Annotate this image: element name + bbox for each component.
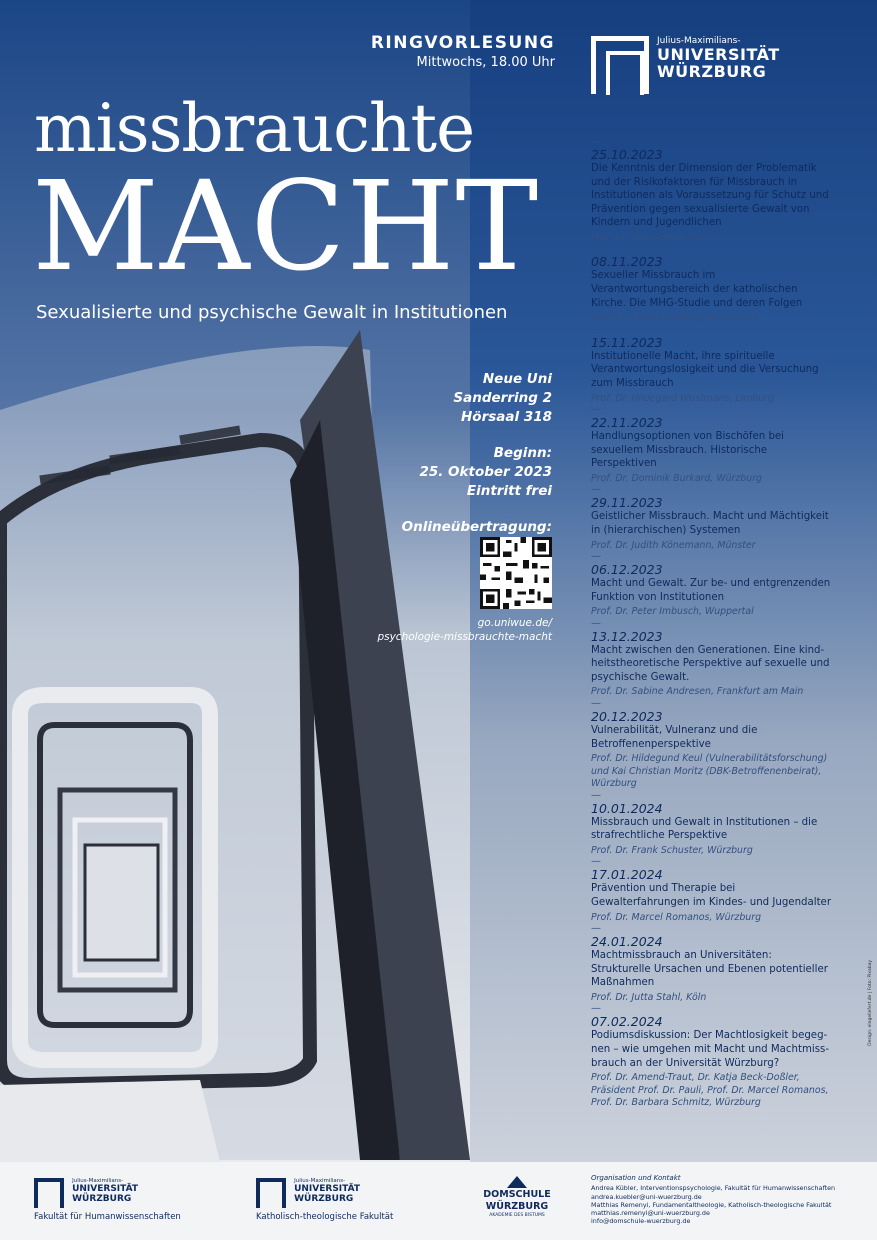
lecture-date: 15.11.2023 [591,334,663,350]
logo-line2: WÜRZBURG [657,62,767,81]
contact-line: Andrea Kübler, Interventionspsychologie, Fakultät für Humanwissenschaften [591,1184,836,1193]
contact-block [591,1174,861,1226]
lecture-item [591,857,831,924]
contact-line: Matthias Remenyi, Fundamentaltheologie, Katholisch-theologische Fakultät [591,1200,832,1209]
lecture-dash: — [591,617,601,629]
footer-logo-humanwissenschaften [34,1178,181,1222]
lecture-speaker: Prof. Dr. Harald Dreßing, Mannheim [591,312,758,324]
footer-logo1-line2: WÜRZBURG [72,1194,132,1204]
lecture-date: 10.01.2024 [591,800,663,816]
lecture-title: Podiumsdiskussion: Der Machtlosigkeit begeg-nen – wie umgehen mit Macht und Machtmiss-brauch an der Universität Würzburg? [591,1030,830,1069]
lecture-title: Sexueller Missbrauch im Verantwortungsbereich der katholischen Kirche. Die MHG-Studie und deren Folgen [591,270,803,309]
university-mark-icon [34,1178,64,1208]
footer-logo2-small: Julius-Maximilians- [294,1178,346,1184]
lecture-item [591,485,831,552]
contact-email[interactable]: info@domschule-wuerzburg.de [591,1217,691,1226]
lecture-dash: — [591,243,601,255]
lecture-speaker: Prof. Dr. Judith Könemann, Münster [591,539,756,551]
lecture-date: 07.02.2024 [591,1014,663,1030]
lecture-dash: — [591,551,601,562]
contact-email[interactable]: andrea.kuebler@uni-wuerzburg.de [591,1192,702,1201]
lecture-dash: — [591,136,601,147]
footer-logo2-line2: WÜRZBURG [294,1194,354,1204]
logo-line1: UNIVERSITÄT [657,45,780,64]
design-credit: Design: eingeliefert.de | Foto: Pixabay [868,960,873,1046]
lecture-title: Machtmissbrauch an Universitäten: Strukturelle Ursachen und Ebenen potentieller Maßnahmen [591,950,828,989]
contact-email[interactable]: matthias.remenyi@uni-wuerzburg.de [591,1209,710,1218]
lecture-date: 13.12.2023 [591,628,663,644]
lecture-title: Vulnerabilität, Vulneranz und die Betroffenenperspektive [591,724,758,750]
lecture-speaker: Prof. Dr. Hildegard Wustmans, Limburg [591,392,775,404]
lecture-speaker: Prof. Dr. Peter Imbusch, Wuppertal [591,606,754,618]
lecture-title: Prävention und Therapie bei Gewalterfahrungen im Kindes- und Jugendalter [591,883,832,908]
lecture-date: 25.10.2023 [591,147,663,162]
lecture-date: 06.12.2023 [591,562,663,577]
lecture-item [591,924,831,1004]
lecture-speaker: Prof. Dr. Dominik Burkard, Würzburg [591,472,763,484]
lecture-dash: — [591,697,601,709]
lecture-date: 29.11.2023 [591,495,663,511]
entry-note: Eintritt frei [466,483,552,499]
lecture-dash: — [591,856,601,868]
lecture-title: Die Kenntnis der Dimension der Problematik und der Risikofaktoren für Missbrauch in Institutionen als Voraussetzung für Schutz und Prävention gegen sexualisierte Gewalt von Kindern und Jugendlichen [591,163,829,229]
title-line-1: missbrauchte [34,90,475,167]
qr-code[interactable] [480,537,552,609]
lecture-title: Institutionelle Macht, ihre spirituelle Verantwortungslosigkeit und die Versuchung zum Missbrauch [591,350,819,389]
domschule-line1: DOMSCHULE [483,1189,551,1200]
lecture-item [591,137,831,244]
lecture-schedule [591,137,831,1110]
university-mark-icon [256,1178,286,1208]
venue-street: Sanderring 2 [453,390,552,406]
lecture-date: 08.11.2023 [591,254,663,270]
contact-heading: Organisation und Kontakt [591,1174,681,1182]
footer-logo1-small: Julius-Maximilians- [72,1178,124,1184]
footer-logo1-line1: UNIVERSITÄT [72,1184,139,1194]
schedule-time: Mittwochs, 18.00 Uhr [416,55,555,70]
lecture-title: Macht zwischen den Generationen. Eine kind-heitstheoretische Perspektive auf sexuelle und psychische Gewalt. [591,644,830,683]
stream-url[interactable] [377,616,552,644]
dome-roof-icon [507,1176,527,1188]
lecture-speaker: Prof. Dr. Jutta Stahl, Köln [591,991,707,1003]
lecture-item [591,791,831,858]
lecture-speaker: Prof. Dr. Marcel Romanos, Würzburg [591,911,762,923]
lecture-date: 17.01.2024 [591,867,663,883]
lecture-title: Missbrauch und Gewalt in Institutionen – die strafrechtliche Perspektive [591,816,818,842]
lecture-item [591,552,831,619]
university-logo [591,36,780,94]
domschule-line2: WÜRZBURG [485,1201,549,1212]
lecture-item [591,325,831,405]
lecture-dash: — [591,789,601,801]
lecture-speaker: Prof. Dr. Sabine Andresen, Frankfurt am Main [591,686,804,698]
lecture-speaker: Prof. Dr. Frank Schuster, Würzburg [591,844,753,856]
lecture-item [591,619,831,699]
footer-logo-theologie [256,1178,393,1222]
lecture-dash: — [591,323,601,335]
lecture-title: Macht und Gewalt. Zur be- und entgrenzenden Funktion von Institutionen [591,578,831,603]
series-header [371,33,555,70]
venue-building: Neue Uni [482,371,552,387]
venue-room: Hörsaal 318 [461,409,552,425]
lecture-speaker: Prof. Dr. Hildegund Keul (Vulnerabilitätsforschung) und Kai Christian Moritz (DBK-Betroffenenbeirat), Würzburg [591,753,828,790]
lecture-date: 20.12.2023 [591,708,663,724]
footer-logo1-faculty: Fakultät für Humanwissenschaften [34,1212,181,1222]
lecture-dash: — [591,923,601,935]
lecture-dash: — [591,404,601,416]
footer-logo2-faculty: Katholisch-theologische Fakultät [256,1212,394,1222]
lecture-speaker: Prof. Dr. Jörg Fegert, Ulm [591,231,708,243]
lecture-speaker: Prof. Dr. Amend-Traut, Dr. Katja Beck-Doßler, Präsident Prof. Dr. Pauli, Prof. Dr. Marcel Romanos, Prof. Dr. Barbara Schmitz, Würzburg [591,1072,829,1109]
domschule-logo [482,1176,552,1218]
title-line-2: MACHT [32,155,540,299]
start-label: Beginn: [493,445,552,461]
lecture-item [591,405,831,485]
lecture-date: 22.11.2023 [591,415,663,431]
lecture-item [591,244,831,324]
lecture-dash: — [591,1003,601,1015]
subtitle: Sexualisierte und psychische Gewalt in Institutionen [36,302,508,323]
footer-logo2-line1: UNIVERSITÄT [294,1184,361,1194]
lecture-date: 24.01.2024 [591,934,663,950]
footer [0,1162,877,1240]
url-line2: psychologie-missbrauchte-macht [377,631,552,643]
lecture-title: Handlungsoptionen von Bischöfen bei sexuellem Missbrauch. Historische Perspektiven [591,431,785,470]
lecture-item [591,1004,831,1109]
university-mark-icon [591,36,649,94]
lecture-dash: — [591,484,601,496]
start-date: 25. Oktober 2023 [419,464,552,480]
domschule-sub: AKADEMIE DES BISTUMS [489,1213,545,1218]
online-label: Onlineübertragung: [401,519,552,535]
venue-info [402,370,552,537]
logo-small-text: Julius-Maximilians- [657,36,741,46]
lecture-title: Geistlicher Missbrauch. Macht und Mächtigkeit in (hierarchischen) Systemen [591,511,829,536]
lecture-item [591,699,831,791]
series-label: RINGVORLESUNG [370,33,555,53]
url-line1: go.uniwue.de/ [477,617,552,629]
